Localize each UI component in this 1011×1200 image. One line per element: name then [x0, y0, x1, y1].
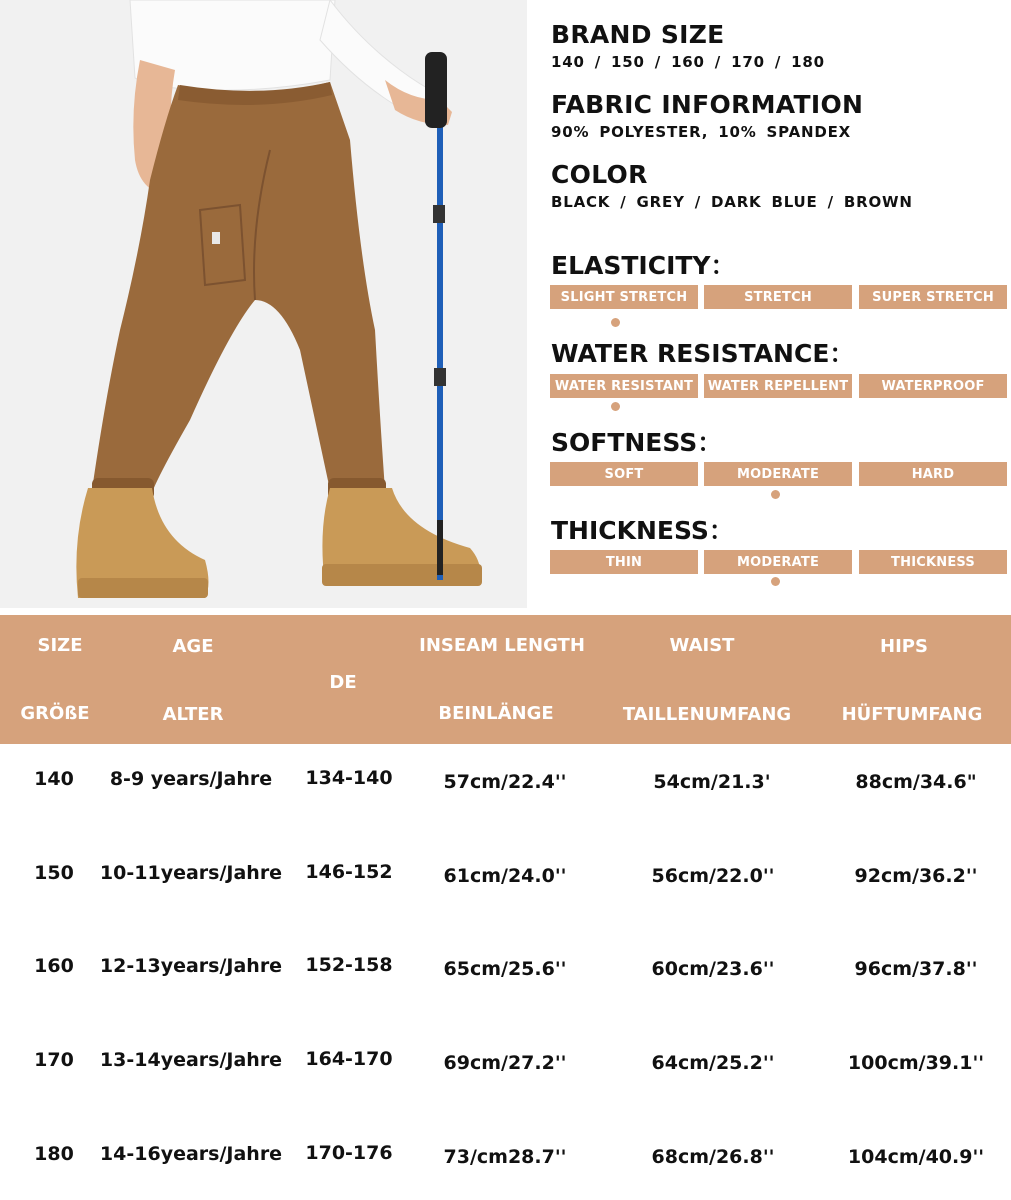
cell-age: 13-14years/Jahre	[99, 1049, 283, 1071]
cell-inseam: 73/cm28.7''	[443, 1146, 567, 1168]
brand-size-value: 140 / 150 / 160 / 170 / 180	[551, 53, 825, 71]
thickness-indicator-dot	[771, 577, 780, 586]
softness-indicator-dot	[771, 490, 780, 499]
kid-in-brown-pants-illustration	[0, 0, 527, 608]
header-age-de: ALTER	[162, 704, 224, 725]
thickness-option: MODERATE	[704, 550, 852, 574]
softness-option: HARD	[859, 462, 1007, 486]
cell-de: 146-152	[305, 861, 393, 883]
cell-size: 170	[34, 1049, 74, 1071]
cell-inseam: 57cm/22.4''	[443, 771, 567, 793]
cell-hips: 104cm/40.9''	[847, 1146, 985, 1168]
header-inseam-de: BEINLÄNGE	[438, 703, 554, 724]
product-photo	[0, 0, 527, 608]
cell-age: 8-9 years/Jahre	[109, 768, 273, 790]
fabric-value: 90% POLYESTER, 10% SPANDEX	[551, 123, 852, 141]
elasticity-option: SLIGHT STRETCH	[550, 285, 698, 309]
cell-waist: 60cm/23.6''	[651, 958, 775, 980]
header-waist: WAIST	[669, 635, 735, 656]
header-age: AGE	[172, 636, 214, 657]
cell-waist: 54cm/21.3'	[653, 771, 771, 793]
color-value: BLACK / GREY / DARK BLUE / BROWN	[551, 193, 913, 211]
cell-age: 12-13years/Jahre	[99, 955, 283, 977]
cell-hips: 88cm/34.6"	[855, 771, 977, 793]
header-waist-de: TAILLENUMFANG	[622, 704, 792, 725]
water-resistance-option: WATER RESISTANT	[550, 374, 698, 398]
header-de: DE	[329, 672, 357, 693]
brand-size-title: BRAND SIZE	[551, 20, 725, 49]
water-resistance-option: WATER REPELLENT	[704, 374, 852, 398]
size-table-header	[0, 615, 1011, 744]
cell-de: 170-176	[305, 1142, 393, 1164]
cell-hips: 92cm/36.2''	[854, 865, 978, 887]
thickness-option: THIN	[550, 550, 698, 574]
softness-scale	[550, 462, 1007, 486]
cell-size: 140	[34, 768, 74, 790]
header-hips: HIPS	[880, 636, 928, 657]
water-resistance-option: WATERPROOF	[859, 374, 1007, 398]
cell-de: 134-140	[305, 767, 393, 789]
cell-waist: 68cm/26.8''	[651, 1146, 775, 1168]
cell-size: 180	[34, 1143, 74, 1165]
header-size: SIZE	[37, 635, 83, 656]
elasticity-title: ELASTICITY：	[551, 251, 736, 280]
cell-inseam: 69cm/27.2''	[443, 1052, 567, 1074]
softness-option: MODERATE	[704, 462, 852, 486]
cell-waist: 64cm/25.2''	[651, 1052, 775, 1074]
cell-age: 10-11years/Jahre	[99, 862, 283, 884]
header-hips-de: HÜFTUMFANG	[841, 704, 983, 725]
thickness-option: THICKNESS	[859, 550, 1007, 574]
header-size-de: GRÖßE	[20, 703, 90, 724]
cell-de: 152-158	[305, 954, 393, 976]
cell-size: 160	[34, 955, 74, 977]
header-inseam: INSEAM LENGTH	[419, 635, 585, 656]
softness-option: SOFT	[550, 462, 698, 486]
thickness-title: THICKNESS：	[551, 516, 734, 545]
elasticity-indicator-dot	[611, 318, 620, 327]
softness-title: SOFTNESS：	[551, 428, 723, 457]
fabric-title: FABRIC INFORMATION	[551, 90, 864, 119]
cell-hips: 96cm/37.8''	[854, 958, 978, 980]
color-title: COLOR	[551, 160, 648, 189]
cell-inseam: 65cm/25.6''	[443, 958, 567, 980]
elasticity-option: STRETCH	[704, 285, 852, 309]
cell-de: 164-170	[305, 1048, 393, 1070]
cell-size: 150	[34, 862, 74, 884]
elasticity-scale	[550, 285, 1007, 309]
water-resistance-title: WATER RESISTANCE：	[551, 339, 855, 368]
elasticity-option: SUPER STRETCH	[859, 285, 1007, 309]
cell-age: 14-16years/Jahre	[99, 1143, 283, 1165]
cell-waist: 56cm/22.0''	[651, 865, 775, 887]
water-resistance-scale	[550, 374, 1007, 398]
cell-inseam: 61cm/24.0''	[443, 865, 567, 887]
water-resistance-indicator-dot	[611, 402, 620, 411]
cell-hips: 100cm/39.1''	[847, 1052, 985, 1074]
thickness-scale	[550, 550, 1007, 574]
